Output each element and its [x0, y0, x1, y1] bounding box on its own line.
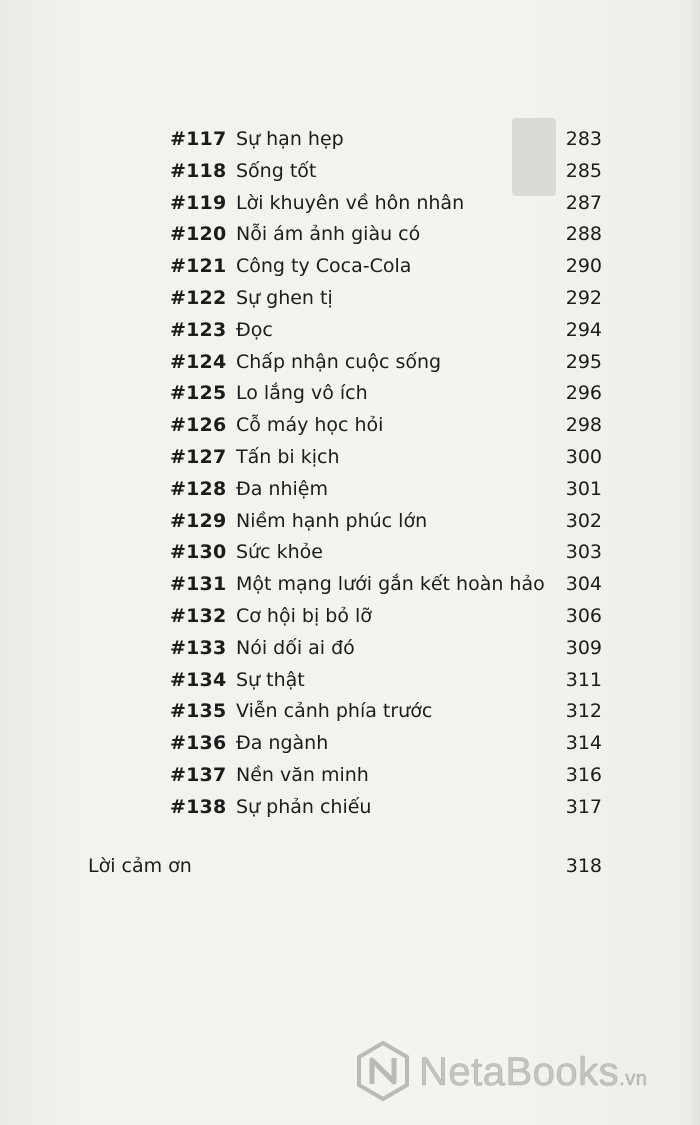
chapter-number: #137	[170, 763, 227, 786]
chapter-title: Chấp nhận cuộc sống	[236, 350, 442, 373]
toc-entry[interactable]	[170, 633, 602, 665]
page-number: 304	[565, 573, 602, 596]
page-number: 285	[565, 159, 602, 182]
chapter-title: Cỗ máy học hỏi	[236, 414, 384, 437]
chapter-number: #135	[170, 700, 227, 723]
toc-entry[interactable]	[170, 156, 602, 188]
chapter-title: Nền văn minh	[236, 763, 369, 786]
acknowledgements-title: Lời cảm ơn	[88, 855, 192, 877]
chapter-title: Lo lắng vô ích	[236, 382, 368, 405]
chapter-title: Lời khuyên về hôn nhân	[236, 191, 465, 214]
toc-entry-acknowledgements[interactable]	[88, 850, 602, 882]
watermark-suffix: .vn	[619, 1068, 648, 1090]
chapter-number: #129	[170, 509, 227, 532]
table-of-contents	[170, 124, 602, 824]
toc-entry[interactable]	[170, 569, 602, 601]
chapter-number: #130	[170, 541, 227, 564]
chapter-title: Viễn cảnh phía trước	[236, 700, 433, 723]
toc-entry[interactable]	[170, 188, 602, 220]
chapter-title: Đọc	[236, 318, 273, 341]
toc-entry[interactable]	[170, 601, 602, 633]
toc-entry[interactable]	[170, 442, 602, 474]
page-number: 295	[565, 350, 602, 373]
chapter-number: #134	[170, 668, 227, 691]
toc-entry[interactable]	[170, 665, 602, 697]
page-number: 309	[565, 636, 602, 659]
toc-entry[interactable]	[170, 378, 602, 410]
toc-entry[interactable]	[170, 410, 602, 442]
chapter-number: #133	[170, 636, 227, 659]
chapter-number: #124	[170, 350, 227, 373]
chapter-title: Một mạng lưới gắn kết hoàn hảo	[236, 573, 545, 596]
chapter-number: #127	[170, 445, 227, 468]
netabooks-logo-icon	[355, 1040, 411, 1102]
chapter-number: #136	[170, 732, 227, 755]
page-number: 292	[565, 286, 602, 309]
toc-entry[interactable]	[170, 347, 602, 379]
chapter-title: Sự thật	[236, 668, 305, 691]
page-number: 301	[565, 477, 602, 500]
page-number: 312	[565, 700, 602, 723]
page-number: 287	[565, 191, 602, 214]
chapter-number: #121	[170, 255, 227, 278]
chapter-title: Sự ghen tị	[236, 286, 333, 309]
watermark	[355, 1040, 685, 1104]
page-number: 296	[565, 382, 602, 405]
page-number: 311	[565, 668, 602, 691]
page-number: 314	[565, 732, 602, 755]
chapter-number: #117	[170, 128, 227, 150]
chapter-number: #138	[170, 795, 227, 818]
page-number: 298	[565, 414, 602, 437]
page-number: 303	[565, 541, 602, 564]
page-number: 290	[565, 255, 602, 278]
toc-entry[interactable]	[170, 124, 602, 156]
watermark-brand: NetaBooks	[419, 1050, 620, 1094]
chapter-number: #126	[170, 414, 227, 437]
toc-entry[interactable]	[170, 315, 602, 347]
toc-entry[interactable]	[170, 728, 602, 760]
chapter-title: Sống tốt	[236, 159, 317, 182]
chapter-number: #128	[170, 477, 227, 500]
chapter-title: Đa ngành	[236, 732, 329, 755]
page-number: 306	[565, 604, 602, 627]
chapter-title: Tấn bi kịch	[236, 445, 340, 468]
page-number: 316	[565, 763, 602, 786]
toc-entry[interactable]	[170, 219, 602, 251]
page-number: 294	[565, 318, 602, 341]
page-number: 317	[565, 795, 602, 818]
toc-entry[interactable]	[170, 760, 602, 792]
watermark-text	[419, 1050, 647, 1095]
toc-entry[interactable]	[170, 283, 602, 315]
chapter-number: #120	[170, 223, 227, 246]
toc-entry[interactable]	[170, 251, 602, 283]
chapter-title: Công ty Coca-Cola	[236, 255, 412, 278]
chapter-number: #125	[170, 382, 227, 405]
chapter-title: Đa nhiệm	[236, 477, 328, 500]
chapter-title: Sự hạn hẹp	[236, 128, 344, 150]
page-number: 300	[565, 445, 602, 468]
page-number: 302	[565, 509, 602, 532]
toc-entry[interactable]	[170, 537, 602, 569]
chapter-number: #122	[170, 286, 227, 309]
chapter-number: #131	[170, 573, 227, 596]
toc-entry[interactable]	[170, 696, 602, 728]
chapter-title: Cơ hội bị bỏ lỡ	[236, 604, 372, 627]
page-edge-shadow	[686, 0, 700, 1125]
toc-entry[interactable]	[170, 474, 602, 506]
chapter-title: Nỗi ám ảnh giàu có	[236, 223, 421, 246]
chapter-title: Nói dối ai đó	[236, 636, 355, 659]
toc-entry[interactable]	[170, 506, 602, 538]
toc-entry[interactable]	[170, 792, 602, 824]
page-number: 288	[565, 223, 602, 246]
chapter-number: #118	[170, 159, 227, 182]
chapter-number: #132	[170, 604, 227, 627]
page-number: 283	[565, 128, 602, 150]
chapter-number: #119	[170, 191, 227, 214]
chapter-title: Sức khỏe	[236, 541, 323, 564]
chapter-title: Niềm hạnh phúc lớn	[236, 509, 428, 532]
chapter-number: #123	[170, 318, 227, 341]
acknowledgements-page-number: 318	[565, 855, 602, 877]
chapter-title: Sự phản chiếu	[236, 795, 372, 818]
